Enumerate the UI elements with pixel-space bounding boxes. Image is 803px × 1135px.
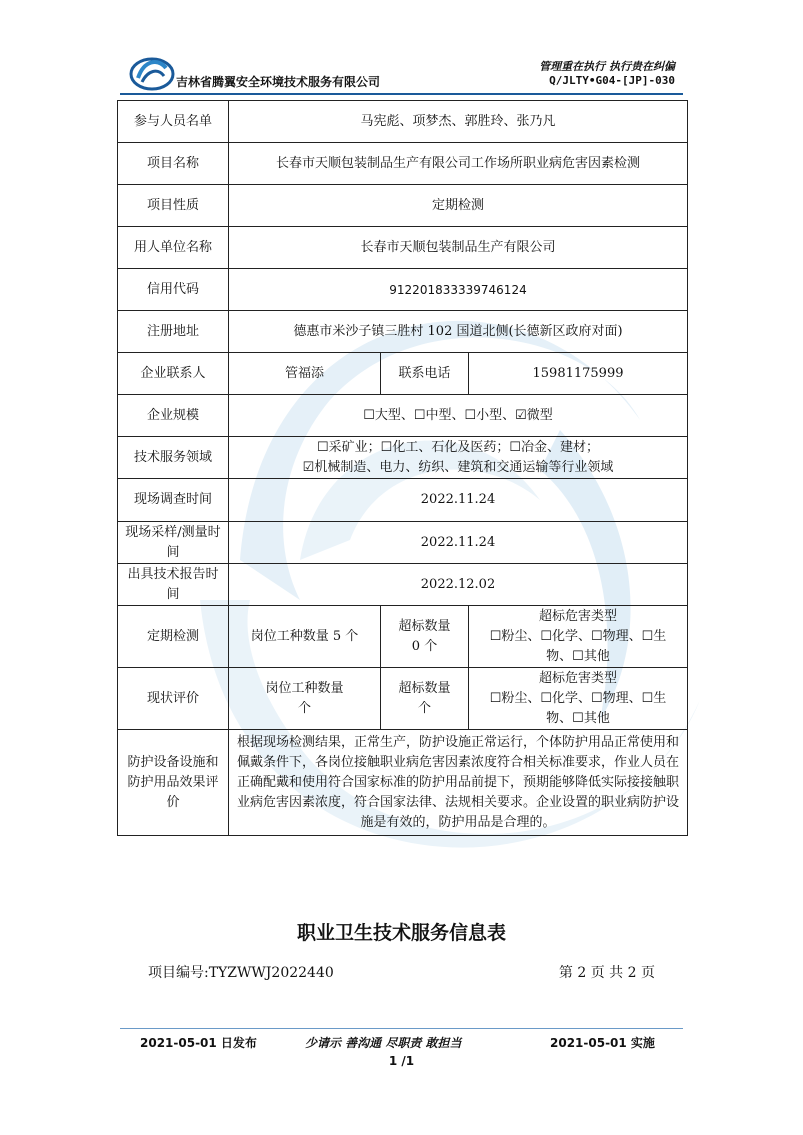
table-row (118, 668, 688, 730)
address-label: 注册地址 (118, 311, 229, 353)
service-field-label: 技术服务领域 (118, 437, 229, 479)
scale-value: ☐大型、☐中型、☐小型、☑微型 (229, 395, 688, 437)
page-info: 第 2 页 共 2 页 (558, 965, 655, 981)
periodic-posts: 岗位工种数量 5 个 (229, 606, 381, 668)
table-row (118, 437, 688, 479)
address-value: 德惠市米沙子镇三胜村 102 国道北侧(长德新区政府对面) (229, 311, 688, 353)
status-hazard-line2: 物、☐其他 (546, 710, 610, 726)
service-info-table (117, 100, 688, 836)
footer-implement-date: 2021-05-01 实施 (550, 1036, 655, 1050)
periodic-hazard-title: 超标危害类型 (539, 608, 618, 624)
sampling-time-label: 现场采样/测量时间 (118, 522, 229, 564)
footer-divider (120, 1028, 683, 1029)
employer-label: 用人单位名称 (118, 227, 229, 269)
table-row (118, 353, 688, 395)
table-row (118, 395, 688, 437)
footer-motto: 少请示 善沟通 尽职责 敢担当 (305, 1036, 462, 1050)
periodic-exceed-value: 0 个 (411, 638, 438, 654)
form-title: 职业卫生技术服务信息表 (296, 922, 506, 944)
status-hazard (469, 668, 688, 730)
table-row (118, 227, 688, 269)
scale-label: 企业规模 (118, 395, 229, 437)
document-code: Q/JLTY•G04-[JP]-030 (549, 74, 675, 87)
participants-value: 马宪彪、项梦杰、郭胜玲、张乃凡 (229, 101, 688, 143)
table-row (118, 606, 688, 668)
status-exceed (381, 668, 469, 730)
table-row (118, 185, 688, 227)
survey-time-value: 2022.11.24 (229, 479, 688, 522)
table-row (118, 101, 688, 143)
employer-value: 长春市天顺包装制品生产有限公司 (229, 227, 688, 269)
status-posts-line2: 个 (297, 700, 311, 716)
periodic-label: 定期检测 (118, 606, 229, 668)
company-name: 吉林省腾翼安全环境技术服务有限公司 (176, 75, 381, 89)
service-field-value (229, 437, 688, 479)
table-row (118, 269, 688, 311)
company-logo (128, 50, 176, 92)
status-label: 现状评价 (118, 668, 229, 730)
service-field-line2: ☑机械制造、电力、纺织、建筑和交通运输等行业领域 (302, 459, 614, 475)
project-name-label: 项目名称 (118, 143, 229, 185)
phone-value: 15981175999 (469, 353, 688, 395)
sampling-time-value: 2022.11.24 (229, 522, 688, 564)
table-row (118, 143, 688, 185)
status-posts-line1: 岗位工种数量 (265, 680, 344, 696)
protection-label: 防护设备设施和防护用品效果评价 (118, 730, 229, 836)
table-row (118, 479, 688, 522)
periodic-hazard-line2: 物、☐其他 (546, 648, 610, 664)
phone-label: 联系电话 (381, 353, 469, 395)
periodic-exceed-label: 超标数量 (398, 618, 451, 634)
status-exceed-value: 个 (417, 700, 431, 716)
periodic-hazard (469, 606, 688, 668)
service-field-line1: ☐采矿业；☐化工、石化及医药；☐冶金、建材； (317, 439, 599, 455)
footer-issue-date: 2021-05-01 日发布 (140, 1036, 257, 1050)
periodic-exceed (381, 606, 469, 668)
table-row (118, 311, 688, 353)
report-time-label: 出具技术报告时间 (118, 564, 229, 606)
survey-time-label: 现场调查时间 (118, 479, 229, 522)
table-row (118, 522, 688, 564)
header-slogan: 管理重在执行 执行贵在纠偏 (539, 60, 675, 73)
credit-code-label: 信用代码 (118, 269, 229, 311)
table-row (118, 564, 688, 606)
project-name-value: 长春市天顺包装制品生产有限公司工作场所职业病危害因素检测 (229, 143, 688, 185)
credit-code-value: 912201833339746124 (229, 269, 688, 311)
contact-label: 企业联系人 (118, 353, 229, 395)
participants-label: 参与人员名单 (118, 101, 229, 143)
table-row (118, 730, 688, 836)
header-divider (120, 93, 683, 95)
report-time-value: 2022.12.02 (229, 564, 688, 606)
periodic-hazard-line1: ☐粉尘、☐化学、☐物理、☐生 (489, 628, 667, 644)
status-hazard-title: 超标危害类型 (539, 670, 618, 686)
status-hazard-line1: ☐粉尘、☐化学、☐物理、☐生 (489, 690, 667, 706)
status-posts (229, 668, 381, 730)
status-exceed-label: 超标数量 (398, 680, 451, 696)
footer-page-number: 1 /1 (388, 1054, 415, 1068)
project-nature-label: 项目性质 (118, 185, 229, 227)
protection-value: 根据现场检测结果，正常生产，防护设施正常运行，个体防护用品正常使用和佩戴条件下，各岗位接触职业病危害因素浓度符合相关标准要求，作业人员在正确配戴和使用符合国家标准的防护用品前提下，预期能够降低实际接接触职业病危害因素浓度，符合国家法律、法规相关要求。企业设置的职业病防护设施是有效的，防护用品是合理的。 (229, 730, 688, 836)
project-number: 项目编号:TYZWWJ2022440 (148, 965, 334, 981)
contact-value: 管福添 (229, 353, 381, 395)
project-nature-value: 定期检测 (229, 185, 688, 227)
